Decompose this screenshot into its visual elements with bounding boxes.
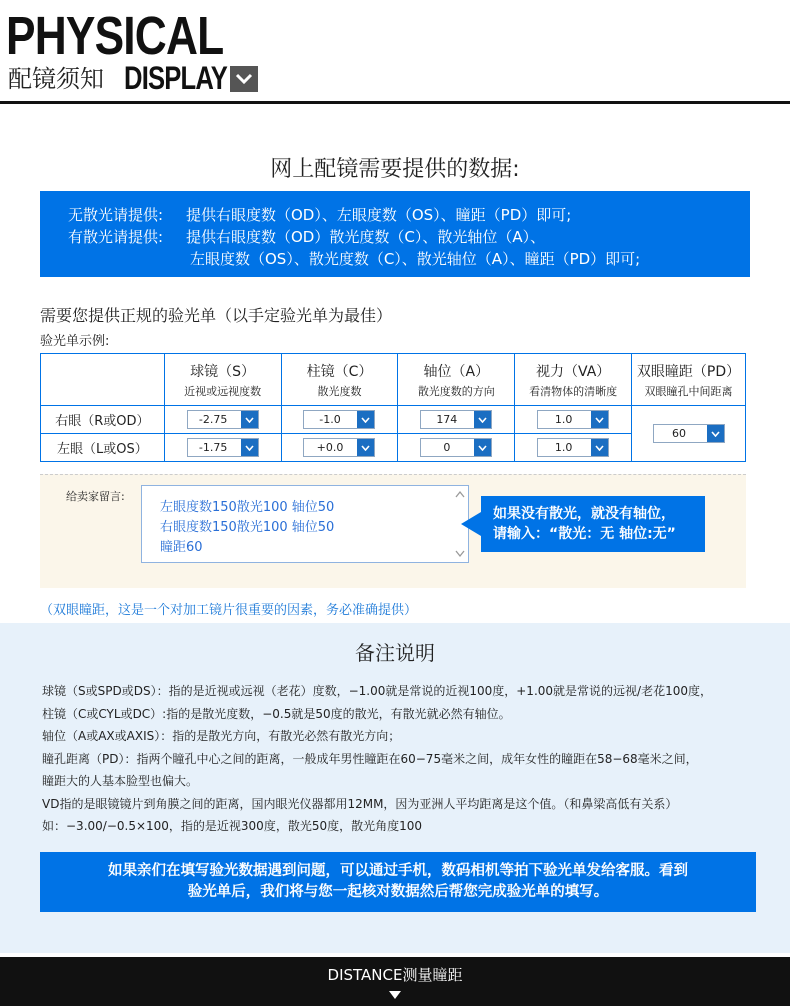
hint-bubble <box>481 496 705 552</box>
requirements-box <box>40 191 750 277</box>
chevron-down-icon <box>230 66 258 92</box>
help-line: 如果亲们在填写验光数据遇到问题，可以通过手机，数码相机等拍下验光单发给客服。看到 <box>108 863 688 879</box>
chevron-down-icon <box>241 439 258 456</box>
chevron-down-icon <box>591 439 608 456</box>
row-label-right: 右眼（R或OD） <box>41 406 165 434</box>
note-line: 球镜（S或SPD或DS）：指的是近视或远视（老花）度数，−1.00就是常说的近视100度，+1.00就是常说的远视/老花100度， <box>42 684 712 698</box>
prescription-table <box>40 353 746 462</box>
sample-label: 验光单示例: <box>40 334 110 349</box>
help-banner <box>40 852 756 912</box>
header-pd: 双眼瞳距（PD） 双眼瞳孔中间距离 <box>632 354 746 406</box>
note-line: 轴位（A或AX或AXIS）：指的是散光方向，有散光必然有散光方向； <box>42 729 401 743</box>
right-axis-select[interactable]: 174 <box>420 410 492 429</box>
notes-title: 备注说明 <box>355 641 435 665</box>
message-textarea[interactable] <box>141 485 469 563</box>
note-line: 瞳孔距离（PD）：指两个瞳孔中心之间的距离，一般成年男性瞳距在60−75毫米之间，成年女性的瞳距在58−68毫米之间， <box>42 751 698 766</box>
bubble-arrow <box>461 512 481 536</box>
footer-label: DISTANCE测量瞳距 <box>327 966 463 984</box>
note-line: VD指的是眼镜镜片到角膜之间的距离，国内眼光仪器都用12MM，因为亚洲人平均距离是这个值。（和鼻梁高低有关系） <box>42 796 678 811</box>
no-astig-label: 无散光请提供: <box>68 206 164 224</box>
page-title: PHYSICAL <box>6 6 224 66</box>
hint-line: 如果没有散光，就没有轴位， <box>493 506 675 522</box>
table-row <box>41 406 746 434</box>
right-sphere-select[interactable]: -2.75 <box>187 410 259 429</box>
no-astig-value: 提供右眼度数（OD）、左眼度数（OS）、瞳距（PD）即可; <box>186 206 572 224</box>
header-axis: 轴位（A） 散光度数的方向 <box>398 354 515 406</box>
chevron-down-icon <box>241 411 258 428</box>
message-line: 瞳距60 <box>160 540 203 555</box>
display-label: DISPLAY <box>124 60 227 96</box>
chevron-down-icon <box>707 425 724 442</box>
header-cylinder: 柱镜（C） 散光度数 <box>281 354 398 406</box>
pd-select[interactable]: 60 <box>653 424 725 443</box>
hint-line: 请输入：“散光：无 轴位:无” <box>493 526 676 542</box>
astig-value-1: 提供右眼度数（OD）散光度数（C）、散光轴位（A）、 <box>186 228 546 246</box>
help-line: 验光单后，我们将与您一起核对数据然后帮您完成验光单的填写。 <box>187 884 609 900</box>
pd-note: （双眼瞳距，这是一个对加工镜片很重要的因素，务必准确提供） <box>40 603 418 618</box>
chevron-down-icon <box>474 439 491 456</box>
header-sphere: 球镜（S） 近视或远视度数 <box>164 354 281 406</box>
left-va-select[interactable]: 1.0 <box>537 438 609 457</box>
notes-body <box>42 680 782 838</box>
message-line: 右眼度数150散光100 轴位50 <box>160 520 335 535</box>
request-text: 需要您提供正规的验光单（以手定验光单为最佳） <box>40 306 393 325</box>
row-label-left: 左眼（L或OS） <box>41 434 165 462</box>
triangle-down-icon <box>389 991 401 999</box>
header-divider <box>0 101 790 104</box>
message-line: 左眼度数150散光100 轴位50 <box>160 500 335 515</box>
note-line: 柱镜（C或CYL或DC）:指的是散光度数，−0.5就是50度的散光，有散光就必然有轴位。 <box>42 706 511 721</box>
message-label: 给卖家留言: <box>66 490 125 503</box>
table-corner <box>41 354 165 406</box>
page-subtitle: 配镜须知 <box>8 65 104 93</box>
chevron-down-icon <box>357 411 374 428</box>
section-title: 网上配镜需要提供的数据: <box>270 157 520 182</box>
chevron-down-icon <box>357 439 374 456</box>
right-cyl-select[interactable]: -1.0 <box>303 410 375 429</box>
right-va-select[interactable]: 1.0 <box>537 410 609 429</box>
astig-label: 有散光请提供: <box>68 228 164 246</box>
note-line: 如：−3.00/−0.5×100，指的是近视300度，散光50度，散光角度100 <box>42 819 422 833</box>
note-line: 瞳距大的人基本脸型也偏大。 <box>42 774 199 788</box>
left-axis-select[interactable]: 0 <box>420 438 492 457</box>
left-cyl-select[interactable]: +0.0 <box>303 438 375 457</box>
chevron-down-icon <box>591 411 608 428</box>
chevron-down-icon <box>474 411 491 428</box>
header-vision: 视力（VA） 看清物体的清晰度 <box>515 354 632 406</box>
astig-value-2: 左眼度数（OS）、散光度数（C）、散光轴位（A）、瞳距（PD）即可; <box>190 250 641 268</box>
left-sphere-select[interactable]: -1.75 <box>187 438 259 457</box>
table-header-row <box>41 354 746 406</box>
